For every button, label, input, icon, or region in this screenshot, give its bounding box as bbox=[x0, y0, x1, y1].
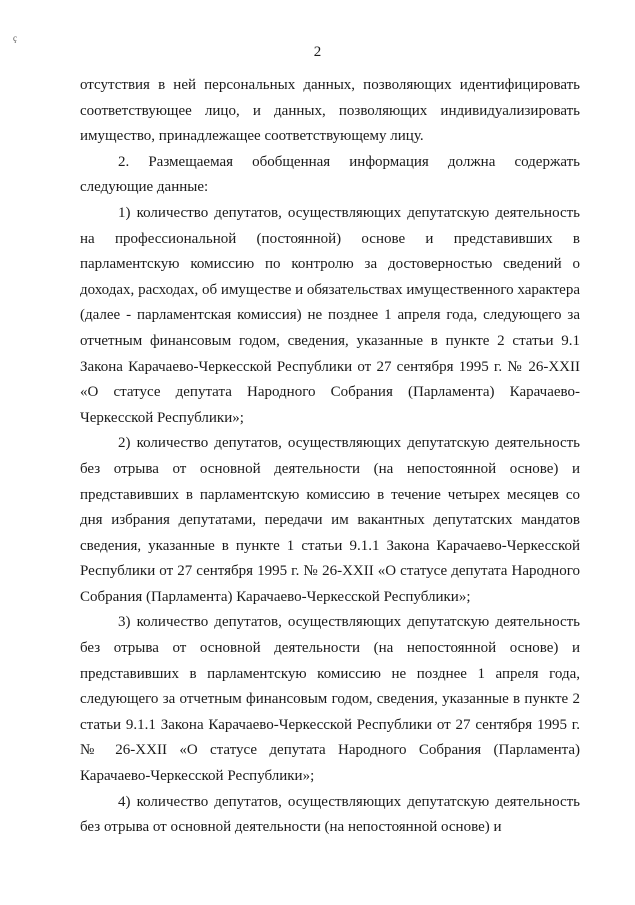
paragraph-subitem-2: 2) количество депутатов, осуществляющих депутатскую деятельность без отрыва от основной деятельности (на непостоянной основе) и представивших в парламентскую комиссию в течение четырех месяцев со дня избрания депутатами, передачи им вакантных депутатских мандатов сведения, указанные в пункте 1 статьи 9.1.1 Закона Карачаево-Черкесской Республики от 27 сентября 1995 г. № 26-XXII «О статусе депутата Народного Собрания (Парламента) Карачаево-Черкесской Республики»; bbox=[80, 435, 580, 605]
paragraph-subitem-3: 3) количество депутатов, осуществляющих депутатскую деятельность без отрыва от основной деятельности (на непостоянной основе) и представивших в парламентскую комиссию не позднее 1 апреля года, следующего за отчетным финансовым годом, сведения, указанные в пункте 2 статьи 9.1.1 Закона Карачаево-Черкесской Республики от 27 сентября 1995 г. № 26-XXII «О статусе депутата Народного Собрания (Парламента) Карачаево-Черкесской Республики»; bbox=[80, 614, 580, 785]
document-body bbox=[80, 73, 580, 841]
scan-mark: ç bbox=[13, 33, 17, 43]
paragraph-item-2: 2. Размещаемая обобщенная информация должна содержать следующие данные: bbox=[80, 153, 580, 196]
paragraph-subitem-1: 1) количество депутатов, осуществляющих депутатскую деятельность на профессиональной (постоянной) основе и представивших в парламентскую комиссию по контролю за достоверностью сведений о доходах, расходах, об имуществе и обязательствах имущественного характера (далее - парламентская комиссия) не позднее 1 апреля года, следующего за отчетным финансовым годом, сведения, указанные в пункте 2 статьи 9.1 Закона Карачаево-Черкесской Республики от 27 сентября 1995 г. № 26-XXII «О статусе депутата Народного Собрания (Парламента) Карачаево-Черкесской Республики»; bbox=[80, 204, 580, 426]
paragraph-subitem-4: 4) количество депутатов, осуществляющих депутатскую деятельность без отрыва от основной деятельности (на непостоянной основе) и bbox=[80, 793, 580, 836]
page-number: 2 bbox=[313, 44, 322, 60]
paragraph-continuation: отсутствия в ней персональных данных, позволяющих идентифицировать соответствующее лицо, и данных, позволяющих индивидуализировать имущество, принадлежащее соответствующему лицу. bbox=[80, 77, 580, 145]
